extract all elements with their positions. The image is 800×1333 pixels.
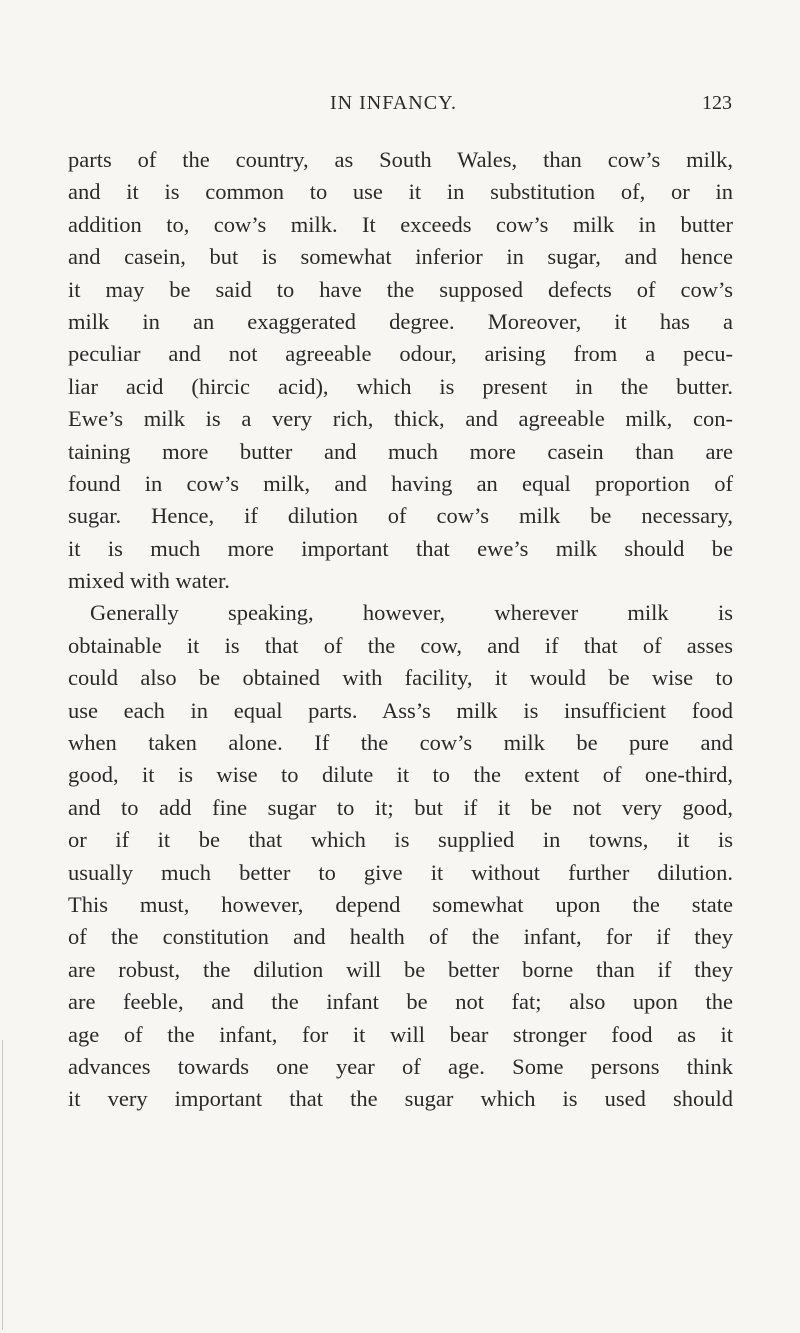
page-number: 123 — [702, 92, 732, 114]
text-line: found in cow’s milk, and having an equal proportion of — [68, 470, 733, 496]
text-line: use each in equal parts. Ass’s milk is insufficient food — [68, 697, 733, 723]
paragraph-start-line: Generally speaking, however, wherever milk is — [90, 600, 733, 626]
text-line: addition to, cow’s milk. It exceeds cow’s milk in butter — [68, 211, 733, 237]
text-line: taining more butter and much more casein than are — [68, 438, 733, 464]
text-line: it is much more important that ewe’s milk should be — [68, 535, 733, 561]
text-line: usually much better to give it without further dilution. — [68, 859, 733, 885]
text-line: of the constitution and health of the infant, for if they — [68, 924, 733, 950]
text-line: milk in an exaggerated degree. Moreover, it has a — [68, 308, 733, 334]
running-header — [0, 92, 800, 122]
binding-edge-line — [2, 1040, 3, 1330]
text-line: it may be said to have the supposed defects of cow’s — [68, 276, 733, 302]
text-line: are feeble, and the infant be not fat; also upon the — [68, 989, 733, 1015]
text-line: good, it is wise to dilute it to the extent of one-third, — [68, 762, 733, 788]
text-line: liar acid (hircic acid), which is present in the butter. — [68, 373, 733, 399]
body-text — [68, 144, 733, 1116]
text-line: and it is common to use it in substitution of, or in — [68, 179, 733, 205]
text-line: when taken alone. If the cow’s milk be pure and — [68, 730, 733, 756]
text-line: could also be obtained with facility, it would be wise to — [68, 665, 733, 691]
text-line: are robust, the dilution will be better borne than if they — [68, 956, 733, 982]
text-line: This must, however, depend somewhat upon the state — [68, 891, 733, 917]
paragraph-end-line: mixed with water. — [68, 568, 230, 594]
text-line: it very important that the sugar which is used should — [68, 1086, 733, 1112]
text-line: peculiar and not agreeable odour, arising from a pecu- — [68, 341, 733, 367]
text-line: sugar. Hence, if dilution of cow’s milk be necessary, — [68, 503, 733, 529]
running-title: IN INFANCY. — [330, 92, 457, 114]
text-line: and to add fine sugar to it; but if it be not very good, — [68, 794, 733, 820]
text-line: parts of the country, as South Wales, than cow’s milk, — [68, 147, 733, 172]
text-line: obtainable it is that of the cow, and if that of asses — [68, 632, 733, 658]
text-line: and casein, but is somewhat inferior in sugar, and hence — [68, 244, 733, 270]
text-line: advances towards one year of age. Some persons think — [68, 1053, 733, 1079]
text-line: or if it be that which is supplied in towns, it is — [68, 827, 733, 853]
text-line: Ewe’s milk is a very rich, thick, and agreeable milk, con- — [68, 406, 733, 432]
text-line: age of the infant, for it will bear stronger food as it — [68, 1021, 733, 1047]
